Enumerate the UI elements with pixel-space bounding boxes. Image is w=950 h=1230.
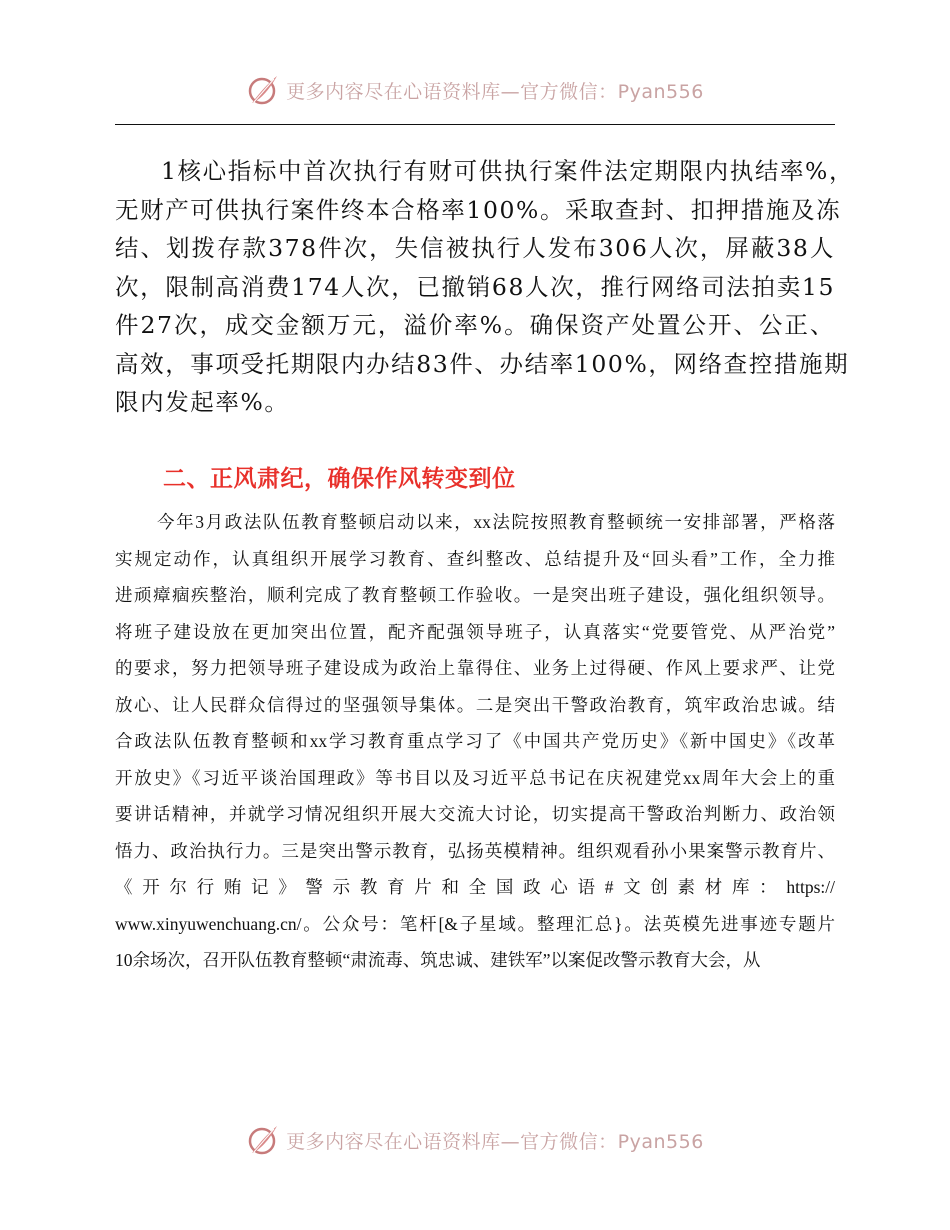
paragraph-line: 今年3月政法队伍教育整顿启动以来，xx法院按照教育整顿统一安排部署，严格落 [157,512,835,532]
feather-pen-logo-icon [246,1123,280,1157]
banner-text: 更多内容尽在心语资料库—官方微信：Pyan556 [286,1130,704,1153]
footer-banner [0,1120,950,1160]
paragraph-line: 件27次，成交金额万元，溢价率%。确保资产处置公开、公正、 [115,311,835,339]
paragraph-line: 次，限制高消费174人次，已撤销68人次，推行网络司法拍卖15 [115,272,835,301]
paragraph-line: 进顽瘴痼疾整治，顺利完成了教育整顿工作验收。一是突出班子建设，强化组织领导。 [115,585,835,605]
paragraph-line: 结、划拨存款378件次，失信被执行人发布306人次，屏蔽38人 [115,234,835,262]
paragraph-line: 1核心指标中首次执行有财可供执行案件法定期限内执结率%， [161,157,855,185]
paragraph-statistics [115,152,855,422]
paragraph-line: 的要求，努力把领导班子建设成为政治上靠得住、业务上过得硬、作风上要求严、让党 [115,658,835,678]
feather-pen-logo-icon [246,73,280,107]
paragraph-line: 10余场次，召开队伍教育整顿“肃流毒、筑忠诚、建铁军”以案促改警示教育大会，从 [115,950,761,970]
paragraph-line: 悟力、政治执行力。三是突出警示教育，弘扬英模精神。组织观看孙小果案警示教育片、 [115,840,835,861]
paragraph-line: 实规定动作，认真组织开展学习教育、查纠整改、总结提升及“回头看”工作，全力推 [115,548,835,569]
banner-text: 更多内容尽在心语资料库—官方微信：Pyan556 [286,80,704,103]
paragraph-line: 高效，事项受托期限内办结83件、办结率100%，网络查控措施期 [115,349,850,378]
header-divider [115,124,835,125]
paragraph-education [115,504,835,979]
paragraph-line: www.xinyuwenchuang.cn/。公众号：笔杆[&子星域。整理汇总}。法英模先进事迹专题片 [115,913,835,934]
header-banner [0,70,950,110]
paragraph-line: 《开尔行贿记》警示教育片和全国政心语#文创素材库：https:// [115,877,835,897]
paragraph-line: 放心、让人民群众信得过的坚强领导集体。二是突出干警政治教育，筑牢政治忠诚。结 [115,694,835,715]
paragraph-line: 合政法队伍教育整顿和xx学习教育重点学习了《中国共产党历史》《新中国史》《改革 [115,731,835,751]
paragraph-line: 无财产可供执行案件终本合格率100%。采取查封、扣押措施及冻 [115,195,842,224]
paragraph-line: 开放史》《习近平谈治国理政》等书目以及习近平总书记在庆祝建党xx周年大会上的重 [115,767,835,788]
paragraph-line: 将班子建设放在更加突出位置，配齐配强领导班子，认真落实“党要管党、从严治党” [115,621,835,642]
section-heading: 二、正风肃纪，确保作风转变到位 [163,466,516,492]
paragraph-line: 限内发起率%。 [115,388,290,416]
paragraph-line: 要讲话精神，并就学习情况组织开展大交流大讨论，切实提高干警政治判断力、政治领 [115,804,835,824]
